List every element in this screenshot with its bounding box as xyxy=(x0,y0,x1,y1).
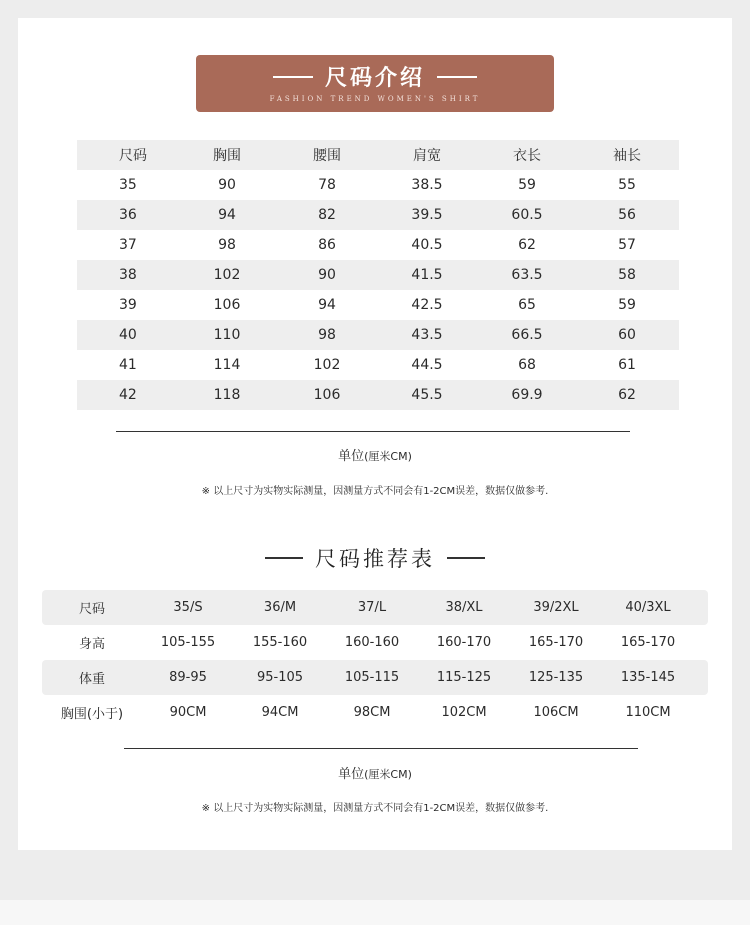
table-cell: 65 xyxy=(518,297,536,313)
table-cell: 39/2XL xyxy=(533,600,579,615)
table-cell: 106CM xyxy=(533,705,579,720)
table-cell: 155-160 xyxy=(252,635,308,650)
table-cell: 66.5 xyxy=(511,327,543,343)
table-cell: 35/S xyxy=(173,600,203,615)
table-cell: 45.5 xyxy=(411,387,443,403)
table-cell: 110CM xyxy=(625,705,671,720)
table-cell: 43.5 xyxy=(411,327,443,343)
table-cell: 56 xyxy=(618,207,636,223)
size-table-divider xyxy=(116,431,630,432)
recommend-row xyxy=(42,660,708,695)
table-cell: 59 xyxy=(518,177,536,193)
table-cell: 肩宽 xyxy=(413,148,441,164)
table-row xyxy=(77,290,679,320)
table-cell: 37 xyxy=(119,237,137,253)
table-row xyxy=(77,350,679,380)
size-table-unit xyxy=(0,445,750,464)
table-cell: 57 xyxy=(618,237,636,253)
table-row xyxy=(77,260,679,290)
table-cell: 39 xyxy=(119,297,137,313)
size-table-note: ※ 以上尺寸为实物实际测量，因测量方式不同会有1-2CM误差，数据仅做参考. xyxy=(201,486,549,497)
table-cell: 袖长 xyxy=(613,148,641,164)
recommend-row xyxy=(42,590,708,625)
table-cell: 36 xyxy=(119,207,137,223)
table-cell: 78 xyxy=(318,177,336,193)
table-row xyxy=(77,380,679,410)
table-cell: 86 xyxy=(318,237,336,253)
table-cell: 125-135 xyxy=(528,670,584,685)
bottom-strip xyxy=(0,900,750,925)
table-cell: 60.5 xyxy=(511,207,543,223)
table-cell: 90CM xyxy=(169,705,207,720)
banner-title: 尺码介绍 xyxy=(324,66,425,91)
table-cell: 165-170 xyxy=(528,635,584,650)
table-row xyxy=(77,230,679,260)
table-cell: 60 xyxy=(618,327,636,343)
table-cell: 37/L xyxy=(357,600,387,615)
table-cell: 36/M xyxy=(263,600,297,615)
table-cell: 62 xyxy=(618,387,636,403)
table-cell: 59 xyxy=(618,297,636,313)
table-cell: 40/3XL xyxy=(625,600,671,615)
table-cell: 55 xyxy=(618,177,636,193)
unit-label: 单位 xyxy=(338,767,365,782)
table-cell: 160-170 xyxy=(436,635,492,650)
table-cell: 105-115 xyxy=(344,670,400,685)
section-banner xyxy=(196,55,554,112)
table-cell: 38/XL xyxy=(445,600,483,615)
unit-value: (厘米CM) xyxy=(364,768,412,781)
table-cell: 40 xyxy=(119,327,137,343)
table-cell: 165-170 xyxy=(620,635,676,650)
table-cell: 98 xyxy=(218,237,236,253)
table-cell: 89-95 xyxy=(169,670,207,685)
table-cell: 102 xyxy=(313,357,341,373)
banner-subtitle: FASHION TREND WOMEN'S SHIRT xyxy=(269,95,481,103)
table-cell: 衣长 xyxy=(513,148,541,164)
table-cell: 98CM xyxy=(353,705,391,720)
table-cell: 106 xyxy=(313,387,341,403)
recommend-table-unit xyxy=(0,763,750,782)
banner-title-row xyxy=(196,61,554,92)
table-cell: 39.5 xyxy=(411,207,443,223)
table-cell: 62 xyxy=(518,237,536,253)
table-cell: 35 xyxy=(119,177,137,193)
table-row xyxy=(77,200,679,230)
recommend-row-label: 尺码 xyxy=(78,602,105,617)
recommend-left-line xyxy=(265,557,303,559)
table-cell: 42.5 xyxy=(411,297,443,313)
table-cell: 腰围 xyxy=(313,148,341,164)
recommend-table xyxy=(42,590,708,730)
table-cell: 105-155 xyxy=(160,635,216,650)
banner-left-line xyxy=(273,76,313,78)
table-row xyxy=(77,320,679,350)
table-cell: 94 xyxy=(218,207,236,223)
recommend-title: 尺码推荐表 xyxy=(315,547,435,571)
recommend-title-row xyxy=(0,543,750,573)
table-cell: 94 xyxy=(318,297,336,313)
recommend-row xyxy=(42,625,708,660)
table-cell: 82 xyxy=(318,207,336,223)
table-cell: 38 xyxy=(119,267,137,283)
table-cell: 38.5 xyxy=(411,177,443,193)
table-row xyxy=(77,170,679,200)
table-cell: 58 xyxy=(618,267,636,283)
unit-label: 单位 xyxy=(338,449,365,464)
table-cell: 61 xyxy=(618,357,636,373)
table-cell: 41.5 xyxy=(411,267,443,283)
table-cell: 尺码 xyxy=(119,148,147,164)
table-cell: 118 xyxy=(213,387,241,403)
recommend-table-note: ※ 以上尺寸为实物实际测量，因测量方式不同会有1-2CM误差，数据仅做参考. xyxy=(201,803,549,814)
table-cell: 102CM xyxy=(441,705,487,720)
table-cell: 115-125 xyxy=(436,670,492,685)
table-cell: 90 xyxy=(218,177,236,193)
table-cell: 63.5 xyxy=(511,267,543,283)
table-cell: 41 xyxy=(119,357,137,373)
table-cell: 102 xyxy=(213,267,241,283)
table-cell: 40.5 xyxy=(411,237,443,253)
banner-right-line xyxy=(437,76,477,78)
table-cell: 胸围 xyxy=(213,148,241,164)
table-cell: 98 xyxy=(318,327,336,343)
recommend-row-label: 胸围(小于) xyxy=(60,707,124,722)
recommend-row-label: 身高 xyxy=(78,637,105,652)
recommend-right-line xyxy=(447,557,485,559)
recommend-table-divider xyxy=(124,748,638,749)
table-cell: 69.9 xyxy=(511,387,543,403)
table-cell: 44.5 xyxy=(411,357,443,373)
table-header-row xyxy=(77,140,679,170)
unit-value: (厘米CM) xyxy=(364,450,412,463)
table-cell: 160-160 xyxy=(344,635,400,650)
table-cell: 68 xyxy=(518,357,536,373)
table-cell: 110 xyxy=(213,327,241,343)
size-table xyxy=(77,140,679,410)
table-cell: 135-145 xyxy=(620,670,676,685)
table-cell: 95-105 xyxy=(256,670,304,685)
recommend-row-label: 体重 xyxy=(78,672,105,687)
recommend-row xyxy=(42,695,708,730)
table-cell: 42 xyxy=(119,387,137,403)
table-cell: 114 xyxy=(213,357,241,373)
table-cell: 90 xyxy=(318,267,336,283)
table-cell: 106 xyxy=(213,297,241,313)
table-cell: 94CM xyxy=(261,705,299,720)
